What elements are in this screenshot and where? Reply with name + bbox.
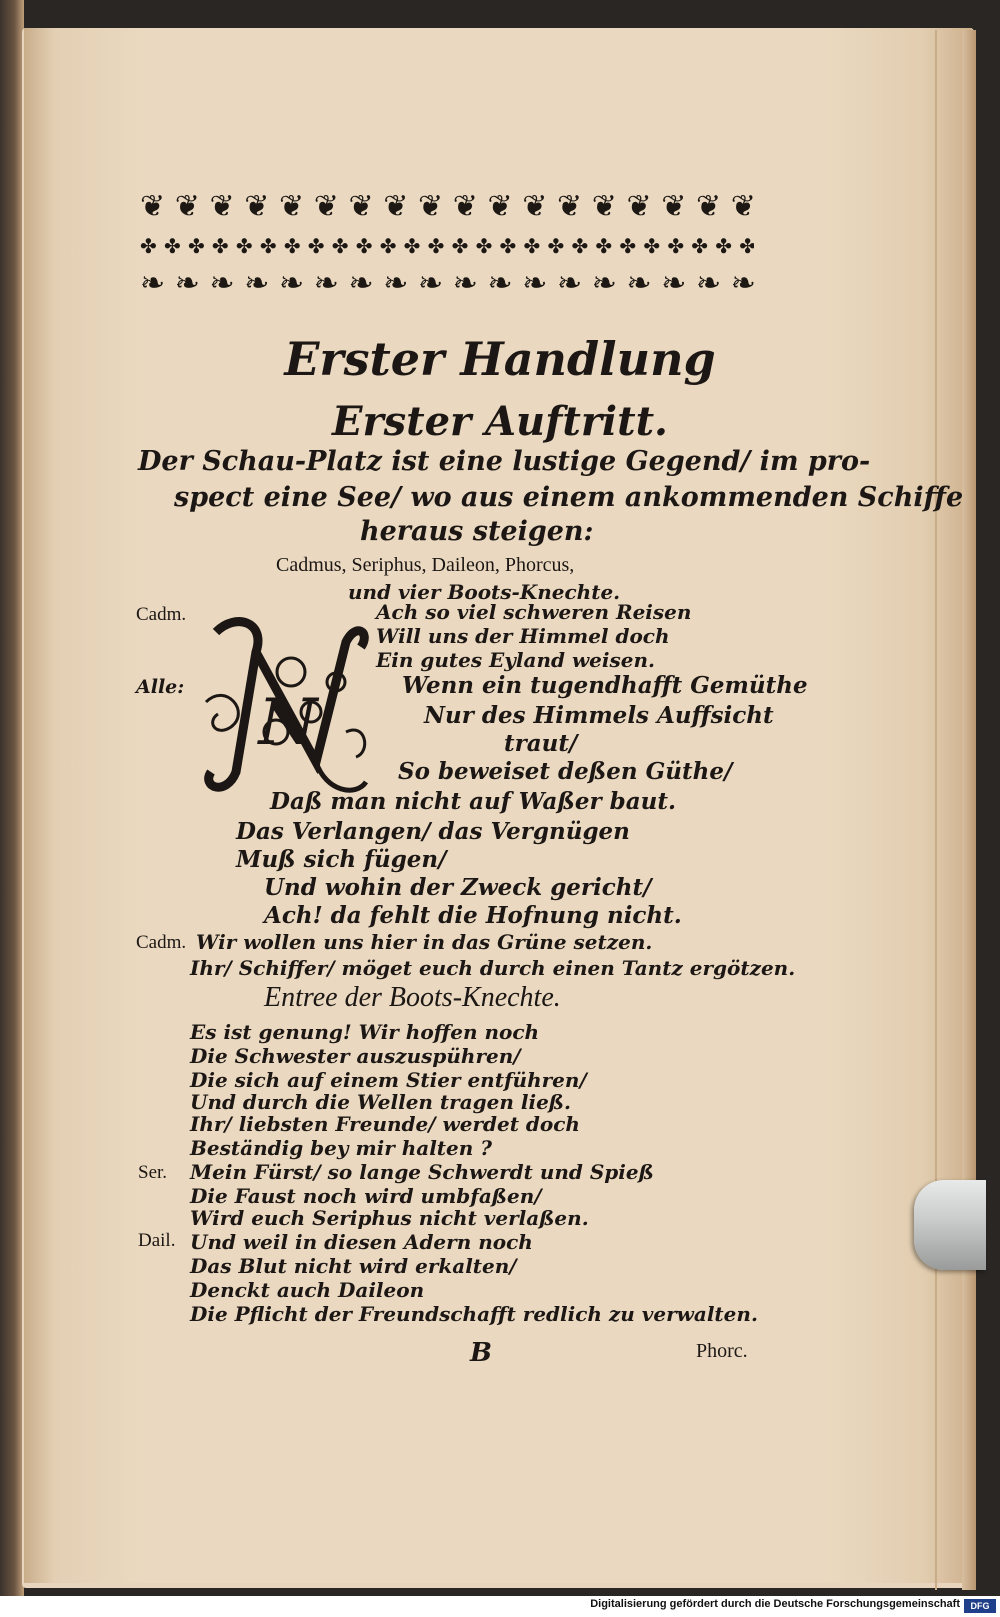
verse-line: Wird euch Seriphus nicht verlaßen. [190, 1206, 589, 1230]
verse-line: Ihr/ Schiffer/ möget euch durch einen Tantz ergötzen. [190, 956, 796, 980]
verse-line: Die Faust noch wird umbfaßen/ [190, 1184, 542, 1208]
catchword: Phorc. [696, 1340, 748, 1362]
verse-line: Ach! da fehlt die Hofnung nicht. [264, 902, 682, 929]
signature-mark: B [470, 1338, 492, 1368]
cast-list-line-1: Cadmus, Seriphus, Daileon, Phorcus, [276, 554, 575, 576]
speaker-label: Alle: [136, 676, 185, 698]
page-fold [935, 30, 937, 1590]
book-spine-edge [0, 0, 24, 1617]
scene-description-line-1: Der Schau-Platz ist eine lustige Gegend/ im pro- [138, 446, 871, 477]
verse-line: Das Blut nicht wird erkalten/ [190, 1254, 517, 1278]
verse-line: Und weil in diesen Adern noch [190, 1230, 533, 1254]
act-title: Erster Handlung [284, 332, 716, 386]
speaker-label: Ser. [138, 1162, 168, 1183]
verse-line: traut/ [504, 730, 578, 757]
verse-line: Wenn ein tugendhafft Gemüthe [402, 672, 808, 699]
page-clip [914, 1180, 986, 1270]
verse-line: Die Pflicht der Freundschafft redlich zu verwalten. [190, 1302, 758, 1326]
verse-line: Daß man nicht auf Waßer baut. [270, 788, 676, 815]
verse-line: Will uns der Himmel doch [376, 624, 670, 648]
verse-line: Ach so viel schweren Reisen [376, 600, 692, 624]
verse-line: Das Verlangen/ das Vergnügen [236, 818, 630, 845]
verse-line: Ihr/ liebsten Freunde/ werdet doch [190, 1112, 580, 1136]
ornament-row-bottom: ❧ ❧ ❧ ❧ ❧ ❧ ❧ ❧ ❧ ❧ ❧ ❧ ❧ ❧ ❧ ❧ ❧ ❧ [140, 267, 754, 302]
decorated-initial [196, 612, 374, 802]
dfg-logo-icon: DFG [964, 1599, 996, 1613]
ornament-row-middle: ✤ ✤ ✤ ✤ ✤ ✤ ✤ ✤ ✤ ✤ ✤ ✤ ✤ ✤ ✤ ✤ ✤ ✤ ✤ ✤ ✤ ✤ ✤ ✤ ✤ ✤ [140, 234, 754, 258]
verse-line: Mein Fürst/ so lange Schwerdt und Spieß [190, 1160, 654, 1184]
verse-line: Ein gutes Eyland weisen. [376, 648, 655, 672]
page-edge-right [962, 30, 976, 1590]
cast-list-line-2: und vier Boots-Knechte. [348, 580, 621, 604]
scene-description-line-2: spect eine See/ wo aus einem ankommenden Schiffe [174, 482, 964, 513]
dance-heading: Entree der Boots-Knechte. [264, 982, 561, 1013]
speaker-label: Cadm. [136, 604, 187, 625]
verse-line: Muß sich fügen/ [236, 846, 447, 873]
scene-description-line-3: heraus steigen: [360, 516, 594, 547]
verse-line: Beständig bey mir halten ? [190, 1136, 492, 1160]
verse-line: Und wohin der Zweck gericht/ [264, 874, 652, 901]
ornament-row-top: ❦ ❦ ❦ ❦ ❦ ❦ ❦ ❦ ❦ ❦ ❦ ❦ ❦ ❦ ❦ ❦ ❦ ❦ [140, 190, 754, 224]
verse-line: Wir wollen uns hier in das Grüne setzen. [196, 930, 653, 954]
speaker-label: Cadm. [136, 932, 187, 953]
footer-credit: Digitalisierung gefördert durch die Deutsche Forschungsgemeinschaft [590, 1598, 960, 1610]
ornament-band [140, 190, 754, 308]
verse-line: Es ist genung! Wir hoffen noch [190, 1020, 540, 1044]
speaker-label: Dail. [138, 1230, 176, 1251]
verse-line: Die Schwester auszuspühren/ [190, 1044, 521, 1068]
verse-line: Nur des Himmels Auffsicht [424, 702, 774, 729]
verse-line: Und durch die Wellen tragen ließ. [190, 1090, 571, 1114]
initial-letter: N [258, 685, 318, 760]
verse-line: Die sich auf einem Stier entführen/ [190, 1068, 587, 1092]
verse-line: Denckt auch Daileon [190, 1278, 425, 1302]
verse-line: So beweiset deßen Güthe/ [398, 758, 733, 785]
scene-title: Erster Auftritt. [332, 398, 668, 445]
